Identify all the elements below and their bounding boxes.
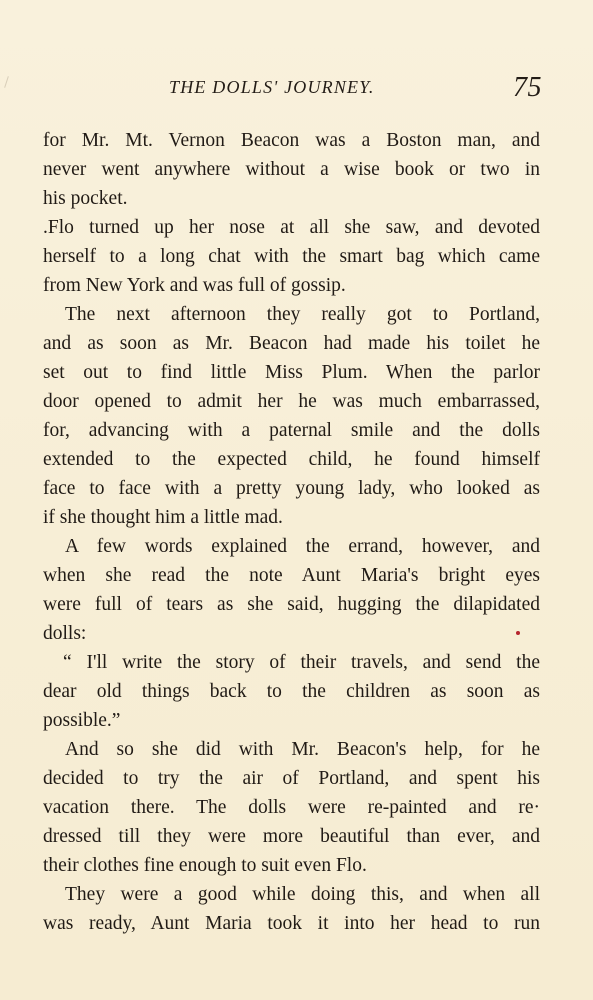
text-line-19: “ I'll write the story of their travels, and send the (63, 652, 540, 673)
text-line-11: for, advancing with a paternal smile and the dolls (43, 420, 540, 441)
text-line-21: possible.” (43, 710, 121, 731)
text-line-16: when she read the note Aunt Maria's bright eyes (43, 565, 540, 586)
text-line-10: door opened to admit her he was much embarrassed, (43, 391, 540, 412)
text-line-14: if she thought him a little mad. (43, 507, 283, 528)
text-line-25: dressed till they were more beautiful than ever, and (43, 826, 540, 847)
red-ink-mark (516, 631, 520, 635)
text-line-1: for Mr. Mt. Vernon Beacon was a Boston man, and (43, 130, 540, 151)
text-line-15: A few words explained the errand, however, and (65, 536, 540, 557)
page-body-text (43, 126, 540, 938)
page-header (0, 74, 593, 108)
text-line-7: The next afternoon they really got to Portland, (65, 304, 540, 325)
text-line-8: and as soon as Mr. Beacon had made his toilet he (43, 333, 540, 354)
running-title: THE DOLLS' JOURNEY. (169, 77, 375, 97)
page-number: 75 (513, 72, 542, 103)
text-line-17: were full of tears as she said, hugging the dilapidated (43, 594, 540, 615)
text-line-18: dolls: (43, 623, 87, 644)
text-line-13: face to face with a pretty young lady, who looked as (43, 478, 540, 499)
text-line-9: set out to find little Miss Plum. When the parlor (43, 362, 540, 383)
text-line-23: decided to try the air of Portland, and spent his (43, 768, 540, 789)
text-line-24: vacation there. The dolls were re-painted and re· (43, 797, 540, 818)
text-line-12: extended to the expected child, he found himself (43, 449, 540, 470)
text-line-22: And so she did with Mr. Beacon's help, for he (65, 739, 540, 760)
text-line-2: never went anywhere without a wise book or two in (43, 159, 540, 180)
text-line-20: dear old things back to the children as soon as (43, 681, 540, 702)
text-line-6: from New York and was full of gossip. (43, 275, 346, 296)
text-line-5: herself to a long chat with the smart bag which came (43, 246, 540, 267)
text-line-27: They were a good while doing this, and when all (65, 884, 540, 905)
text-line-28: was ready, Aunt Maria took it into her head to run (43, 913, 540, 934)
text-line-4: .Flo turned up her nose at all she saw, and devoted (43, 217, 540, 238)
text-line-3: his pocket. (43, 188, 128, 209)
text-line-26: their clothes fine enough to suit even Flo. (43, 855, 367, 876)
